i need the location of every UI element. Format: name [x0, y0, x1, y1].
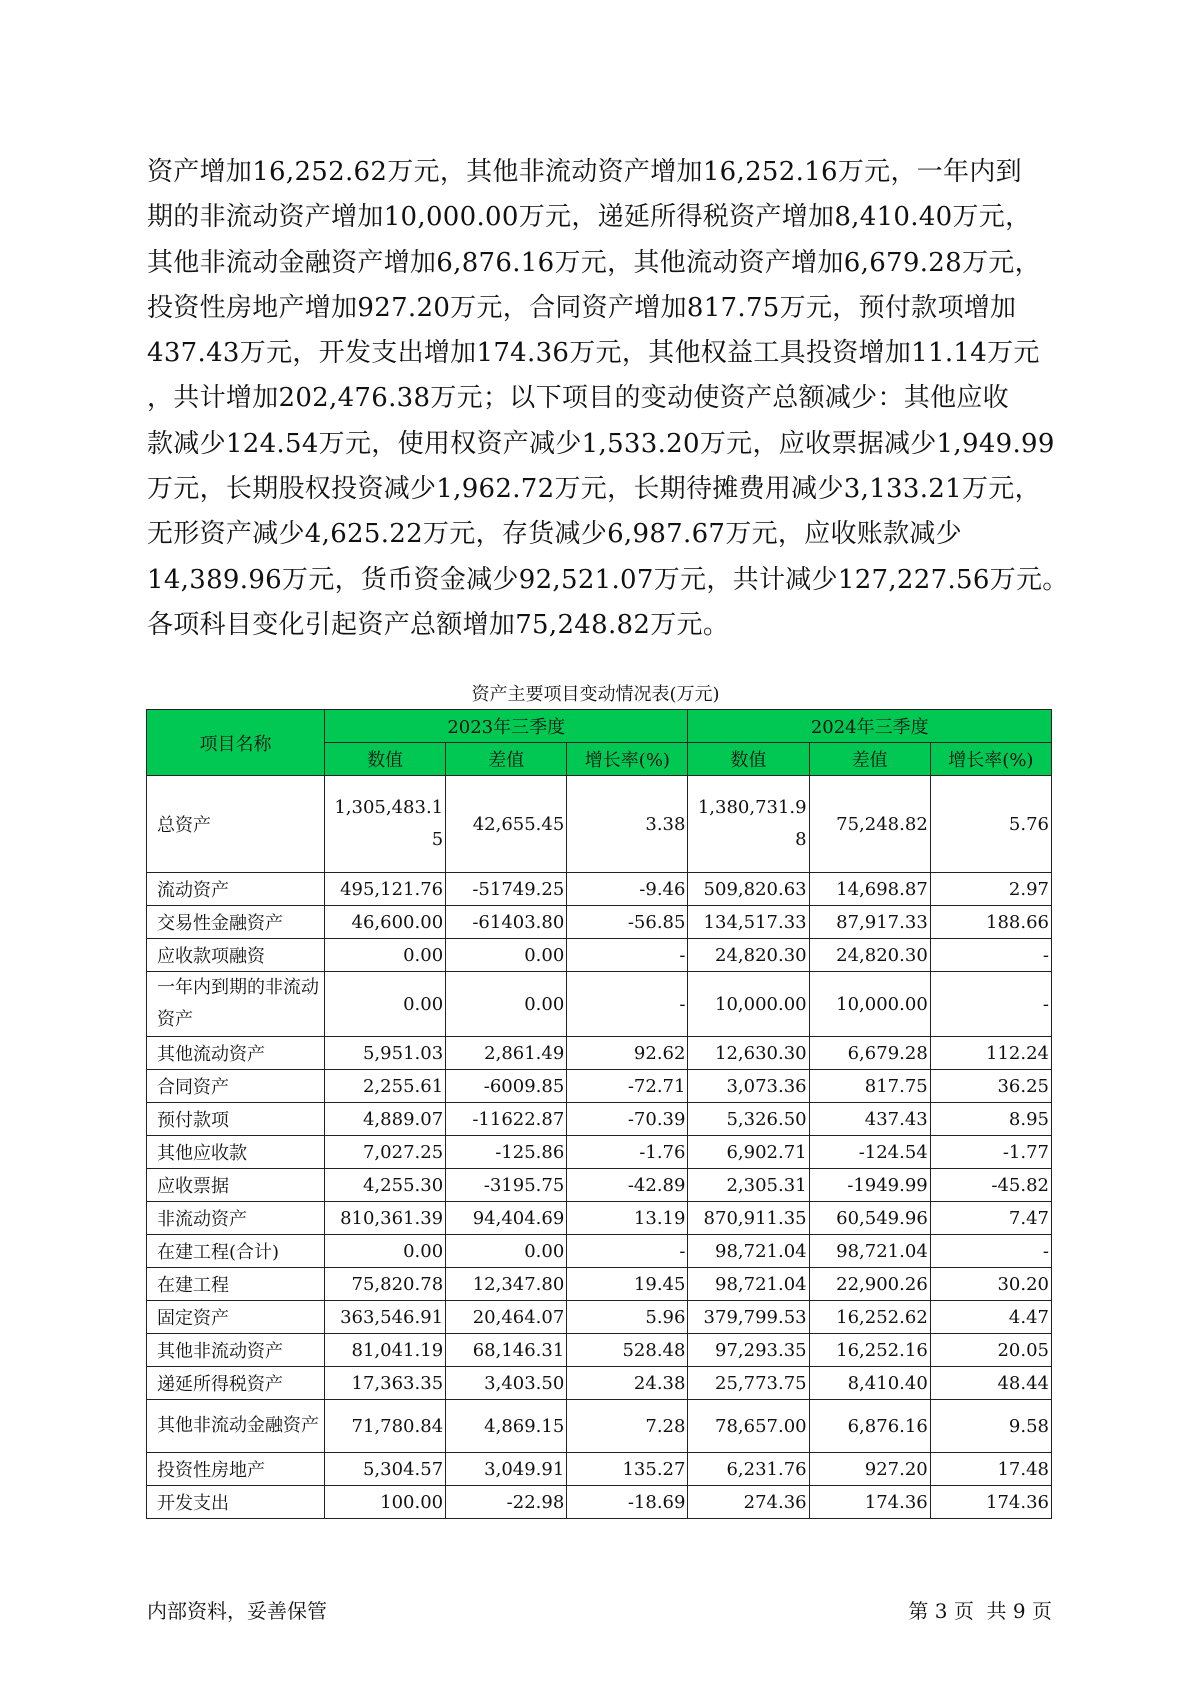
- diff-2023-cell: 42,655.45: [446, 776, 567, 873]
- value-2023-cell: 4,889.07: [324, 1103, 445, 1136]
- header-diff-2023: 差值: [446, 743, 567, 776]
- header-rate-2023: 增长率(%): [567, 743, 688, 776]
- diff-2023-cell: 94,404.69: [446, 1202, 567, 1235]
- rate-2023-cell: -: [567, 939, 688, 972]
- header-period-2023: 2023年三季度: [324, 710, 687, 743]
- rate-2024-cell: 188.66: [930, 906, 1051, 939]
- value-2023-cell: 81,041.19: [324, 1334, 445, 1367]
- item-name-cell: 开发支出: [147, 1486, 325, 1519]
- rate-2024-cell: 20.05: [930, 1334, 1051, 1367]
- diff-2024-cell: -124.54: [809, 1136, 930, 1169]
- diff-2024-cell: 817.75: [809, 1070, 930, 1103]
- rate-2024-cell: -1.77: [930, 1136, 1051, 1169]
- diff-2024-cell: 22,900.26: [809, 1268, 930, 1301]
- table-row: [147, 1235, 1052, 1268]
- diff-2023-cell: -125.86: [446, 1136, 567, 1169]
- footer-page-number: 第 3 页 共 9 页: [908, 1599, 1052, 1623]
- rate-2024-cell: -: [930, 972, 1051, 1037]
- item-name-cell: 在建工程: [147, 1268, 325, 1301]
- rate-2024-cell: 7.47: [930, 1202, 1051, 1235]
- header-diff-2024: 差值: [809, 743, 930, 776]
- item-name-cell: 流动资产: [147, 873, 325, 906]
- header-item-name: 项目名称: [147, 710, 325, 776]
- value-2024-cell: 3,073.36: [688, 1070, 809, 1103]
- value-2023-cell: 17,363.35: [324, 1367, 445, 1400]
- rate-2023-cell: 135.27: [567, 1453, 688, 1486]
- rate-2023-cell: 528.48: [567, 1334, 688, 1367]
- value-2023-cell: 0.00: [324, 939, 445, 972]
- rate-2024-cell: 112.24: [930, 1037, 1051, 1070]
- value-2024-cell: 97,293.35: [688, 1334, 809, 1367]
- diff-2024-cell: 87,917.33: [809, 906, 930, 939]
- diff-2023-cell: -3195.75: [446, 1169, 567, 1202]
- table-row: [147, 1037, 1052, 1070]
- paragraph-line: 各项科目变化引起资产总额增加75,248.82万元。: [147, 609, 730, 640]
- rate-2023-cell: -70.39: [567, 1103, 688, 1136]
- paragraph-line: 14,389.96万元，货币资金减少92,521.07万元，共计减少127,227.56万元。: [147, 564, 1069, 595]
- table-row: [147, 1486, 1052, 1519]
- rate-2023-cell: -42.89: [567, 1169, 688, 1202]
- item-name-cell: 在建工程(合计): [147, 1235, 325, 1268]
- table-row: [147, 1169, 1052, 1202]
- rate-2024-cell: 8.95: [930, 1103, 1051, 1136]
- value-2023-cell: 2,255.61: [324, 1070, 445, 1103]
- diff-2024-cell: 927.20: [809, 1453, 930, 1486]
- item-name-cell: 其他应收款: [147, 1136, 325, 1169]
- item-name-cell: 预付款项: [147, 1103, 325, 1136]
- table-row: [147, 1367, 1052, 1400]
- header-value-2024: 数值: [688, 743, 809, 776]
- value-2023-cell: 100.00: [324, 1486, 445, 1519]
- paragraph-line: 资产增加16,252.62万元，其他非流动资产增加16,252.16万元，一年内到: [147, 157, 1022, 187]
- diff-2023-cell: -51749.25: [446, 873, 567, 906]
- diff-2023-cell: 20,464.07: [446, 1301, 567, 1334]
- rate-2024-cell: 5.76: [930, 776, 1051, 873]
- rate-2023-cell: -1.76: [567, 1136, 688, 1169]
- diff-2024-cell: -1949.99: [809, 1169, 930, 1202]
- value-2023-cell: 4,255.30: [324, 1169, 445, 1202]
- rate-2023-cell: -: [567, 1235, 688, 1268]
- rate-2024-cell: 174.36: [930, 1486, 1051, 1519]
- diff-2024-cell: 24,820.30: [809, 939, 930, 972]
- item-name-cell: 其他非流动金融资产: [147, 1400, 325, 1453]
- diff-2023-cell: 3,403.50: [446, 1367, 567, 1400]
- table-row: [147, 1268, 1052, 1301]
- rate-2024-cell: 48.44: [930, 1367, 1051, 1400]
- value-2024-cell: 274.36: [688, 1486, 809, 1519]
- header-period-2024: 2024年三季度: [688, 710, 1052, 743]
- rate-2023-cell: 24.38: [567, 1367, 688, 1400]
- paragraph-line: 437.43万元，开发支出增加174.36万元，其他权益工具投资增加11.14万元: [147, 338, 1040, 369]
- table-row: [147, 939, 1052, 972]
- item-name-cell: 交易性金融资产: [147, 906, 325, 939]
- table-caption: 资产主要项目变动情况表(万元): [471, 684, 720, 705]
- value-2023-cell: 495,121.76: [324, 873, 445, 906]
- value-2023-cell: 46,600.00: [324, 906, 445, 939]
- diff-2024-cell: 437.43: [809, 1103, 930, 1136]
- diff-2024-cell: 8,410.40: [809, 1367, 930, 1400]
- paragraph-line: 无形资产减少4,625.22万元，存货减少6,987.67万元，应收账款减少: [147, 519, 962, 550]
- rate-2023-cell: 13.19: [567, 1202, 688, 1235]
- rate-2023-cell: -18.69: [567, 1486, 688, 1519]
- value-2024-cell: 25,773.75: [688, 1367, 809, 1400]
- rate-2023-cell: 7.28: [567, 1400, 688, 1453]
- value-2024-cell: 10,000.00: [688, 972, 809, 1037]
- diff-2024-cell: 16,252.62: [809, 1301, 930, 1334]
- diff-2024-cell: 75,248.82: [809, 776, 930, 873]
- item-name-cell: 应收款项融资: [147, 939, 325, 972]
- value-2023-cell: 5,304.57: [324, 1453, 445, 1486]
- diff-2023-cell: 12,347.80: [446, 1268, 567, 1301]
- diff-2023-cell: 2,861.49: [446, 1037, 567, 1070]
- header-rate-2024: 增长率(%): [930, 743, 1051, 776]
- diff-2024-cell: 16,252.16: [809, 1334, 930, 1367]
- rate-2024-cell: -: [930, 939, 1051, 972]
- value-2024-cell: 24,820.30: [688, 939, 809, 972]
- table-row: [147, 1301, 1052, 1334]
- diff-2024-cell: 60,549.96: [809, 1202, 930, 1235]
- table-row: [147, 972, 1052, 1037]
- value-2024-cell: 98,721.04: [688, 1235, 809, 1268]
- diff-2023-cell: -6009.85: [446, 1070, 567, 1103]
- table-row: [147, 1334, 1052, 1367]
- rate-2023-cell: -: [567, 972, 688, 1037]
- item-name-cell: 总资产: [147, 776, 325, 873]
- value-2024-cell: 98,721.04: [688, 1268, 809, 1301]
- footer-confidential-note: 内部资料，妥善保管: [147, 1599, 327, 1623]
- value-2023-cell: 7,027.25: [324, 1136, 445, 1169]
- paragraph-line: 万元，长期股权投资减少1,962.72万元，长期待摊费用减少3,133.21万元，: [147, 474, 1041, 505]
- table-body: [147, 776, 1052, 1519]
- value-2023-cell: 810,361.39: [324, 1202, 445, 1235]
- table-row: [147, 1070, 1052, 1103]
- diff-2023-cell: -61403.80: [446, 906, 567, 939]
- value-2023-cell: 5,951.03: [324, 1037, 445, 1070]
- paragraph-line: 投资性房地产增加927.20万元，合同资产增加817.75万元，预付款项增加: [147, 292, 1017, 323]
- diff-2023-cell: 0.00: [446, 1235, 567, 1268]
- diff-2023-cell: 4,869.15: [446, 1400, 567, 1453]
- table-row: [147, 1136, 1052, 1169]
- value-2024-cell: 5,326.50: [688, 1103, 809, 1136]
- rate-2024-cell: 17.48: [930, 1453, 1051, 1486]
- rate-2023-cell: -72.71: [567, 1070, 688, 1103]
- diff-2023-cell: 3,049.91: [446, 1453, 567, 1486]
- asset-change-table: [146, 709, 1052, 1519]
- item-name-cell: 应收票据: [147, 1169, 325, 1202]
- item-name-cell: 其他流动资产: [147, 1037, 325, 1070]
- rate-2024-cell: 4.47: [930, 1301, 1051, 1334]
- diff-2023-cell: 0.00: [446, 939, 567, 972]
- value-2023-cell: 1,305,483.15: [324, 776, 445, 873]
- rate-2023-cell: 92.62: [567, 1037, 688, 1070]
- value-2024-cell: 2,305.31: [688, 1169, 809, 1202]
- item-name-cell: 一年内到期的非流动资产: [147, 972, 325, 1037]
- value-2024-cell: 1,380,731.98: [688, 776, 809, 873]
- table-row: [147, 1103, 1052, 1136]
- paragraph-line: ，共计增加202,476.38万元；以下项目的变动使资产总额减少：其他应收: [147, 383, 1009, 414]
- item-name-cell: 固定资产: [147, 1301, 325, 1334]
- rate-2024-cell: 30.20: [930, 1268, 1051, 1301]
- diff-2023-cell: 68,146.31: [446, 1334, 567, 1367]
- diff-2023-cell: -22.98: [446, 1486, 567, 1519]
- rate-2024-cell: -: [930, 1235, 1051, 1268]
- value-2024-cell: 379,799.53: [688, 1301, 809, 1334]
- value-2023-cell: 0.00: [324, 1235, 445, 1268]
- table-row: [147, 1453, 1052, 1486]
- value-2024-cell: 870,911.35: [688, 1202, 809, 1235]
- value-2024-cell: 78,657.00: [688, 1400, 809, 1453]
- item-name-cell: 非流动资产: [147, 1202, 325, 1235]
- paragraph-line: 款减少124.54万元，使用权资产减少1,533.20万元，应收票据减少1,949.99: [147, 428, 1055, 459]
- item-name-cell: 合同资产: [147, 1070, 325, 1103]
- table-row: [147, 1202, 1052, 1235]
- diff-2024-cell: 6,876.16: [809, 1400, 930, 1453]
- rate-2024-cell: 2.97: [930, 873, 1051, 906]
- diff-2023-cell: 0.00: [446, 972, 567, 1037]
- rate-2023-cell: 5.96: [567, 1301, 688, 1334]
- table-row: [147, 906, 1052, 939]
- value-2023-cell: 363,546.91: [324, 1301, 445, 1334]
- value-2023-cell: 71,780.84: [324, 1400, 445, 1453]
- diff-2024-cell: 98,721.04: [809, 1235, 930, 1268]
- rate-2024-cell: 36.25: [930, 1070, 1051, 1103]
- header-value-2023: 数值: [324, 743, 445, 776]
- rate-2023-cell: 3.38: [567, 776, 688, 873]
- value-2023-cell: 0.00: [324, 972, 445, 1037]
- rate-2024-cell: 9.58: [930, 1400, 1051, 1453]
- paragraph-line: 其他非流动金融资产增加6,876.16万元，其他流动资产增加6,679.28万元，: [147, 247, 1041, 278]
- value-2024-cell: 134,517.33: [688, 906, 809, 939]
- rate-2023-cell: -9.46: [567, 873, 688, 906]
- table-row: [147, 873, 1052, 906]
- item-name-cell: 投资性房地产: [147, 1453, 325, 1486]
- rate-2024-cell: -45.82: [930, 1169, 1051, 1202]
- value-2024-cell: 509,820.63: [688, 873, 809, 906]
- table-row: [147, 1400, 1052, 1453]
- diff-2024-cell: 14,698.87: [809, 873, 930, 906]
- value-2023-cell: 75,820.78: [324, 1268, 445, 1301]
- value-2024-cell: 6,231.76: [688, 1453, 809, 1486]
- diff-2024-cell: 10,000.00: [809, 972, 930, 1037]
- item-name-cell: 其他非流动资产: [147, 1334, 325, 1367]
- paragraph-line: 期的非流动资产增加10,000.00万元，递延所得税资产增加8,410.40万元，: [147, 202, 1032, 233]
- table-row: [147, 776, 1052, 873]
- body-paragraph: [147, 150, 1069, 648]
- item-name-cell: 递延所得税资产: [147, 1367, 325, 1400]
- value-2024-cell: 6,902.71: [688, 1136, 809, 1169]
- diff-2024-cell: 174.36: [809, 1486, 930, 1519]
- value-2024-cell: 12,630.30: [688, 1037, 809, 1070]
- diff-2023-cell: -11622.87: [446, 1103, 567, 1136]
- rate-2023-cell: 19.45: [567, 1268, 688, 1301]
- rate-2023-cell: -56.85: [567, 906, 688, 939]
- diff-2024-cell: 6,679.28: [809, 1037, 930, 1070]
